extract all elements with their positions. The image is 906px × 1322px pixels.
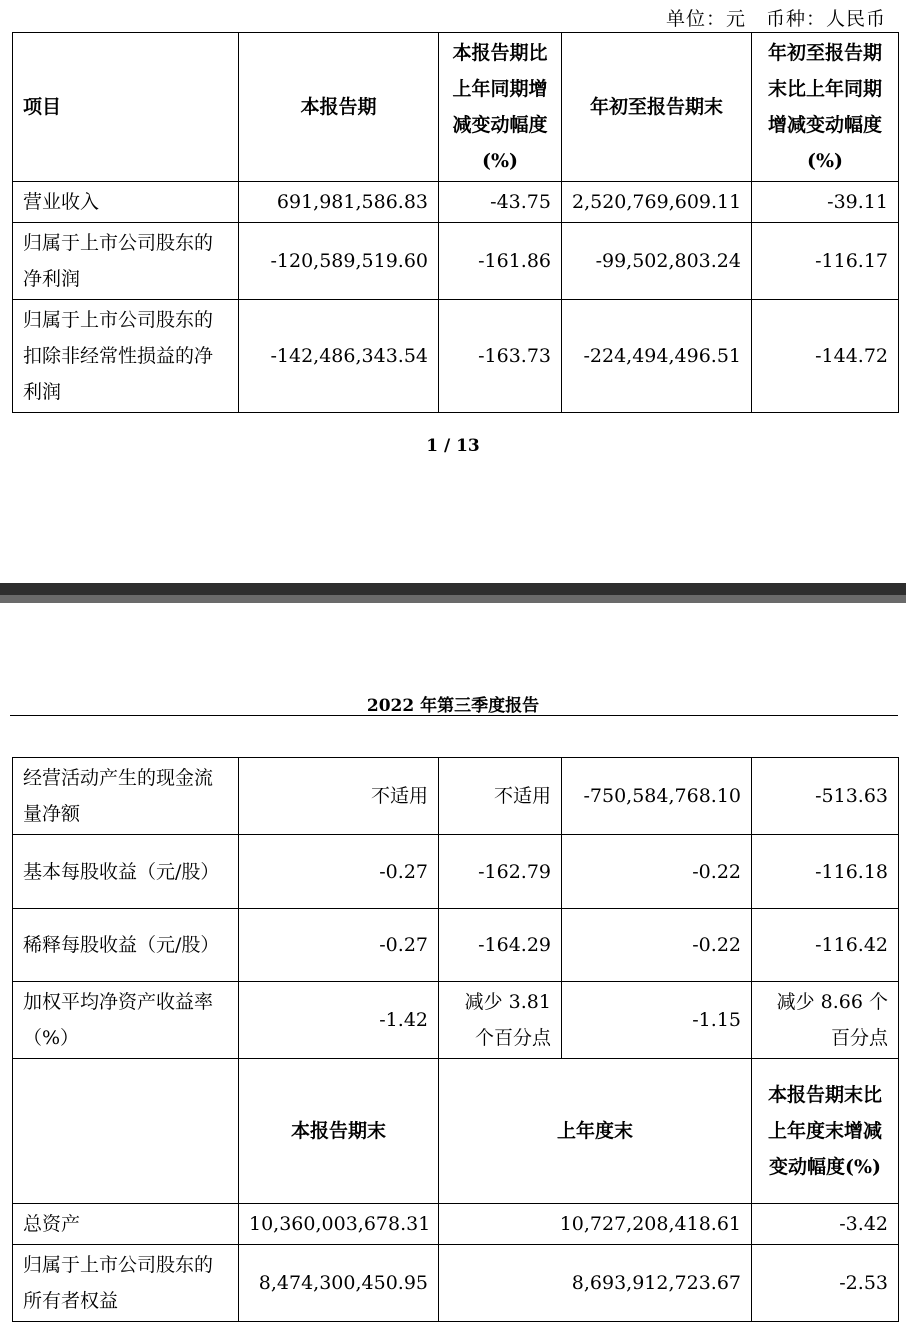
cell-value: 不适用 bbox=[439, 758, 562, 835]
cell-value: -750,584,768.10 bbox=[562, 758, 752, 835]
cell-value: -116.42 bbox=[752, 909, 899, 982]
table-row bbox=[13, 300, 899, 413]
page-number: 1 / 13 bbox=[426, 436, 480, 456]
table-row bbox=[13, 1204, 899, 1245]
cell-value: -0.27 bbox=[239, 835, 439, 909]
row-label: 归属于上市公司股东的所有者权益 bbox=[13, 1245, 239, 1322]
financial-summary-table-continued bbox=[12, 757, 899, 1322]
cell-value: -142,486,343.54 bbox=[239, 300, 439, 413]
page-1 bbox=[0, 0, 906, 583]
table-row bbox=[13, 835, 899, 909]
header-current-period: 本报告期 bbox=[239, 33, 439, 182]
table-row bbox=[13, 982, 899, 1059]
cell-value: 691,981,586.83 bbox=[239, 182, 439, 223]
cell-value: -116.17 bbox=[752, 223, 899, 300]
cell-value: 8,693,912,723.67 bbox=[439, 1245, 752, 1322]
unit-currency-label: 单位：元 币种：人民币 bbox=[665, 8, 886, 30]
table-row bbox=[13, 758, 899, 835]
cell-value: -116.18 bbox=[752, 835, 899, 909]
cell-value: -0.22 bbox=[562, 909, 752, 982]
cell-value: 不适用 bbox=[239, 758, 439, 835]
cell-value: -120,589,519.60 bbox=[239, 223, 439, 300]
cell-value: -1.42 bbox=[239, 982, 439, 1059]
cell-value: -43.75 bbox=[439, 182, 562, 223]
cell-value: 10,360,003,678.31 bbox=[239, 1204, 439, 1245]
subheader-empty bbox=[13, 1059, 239, 1204]
subheader-change: 本报告期末比上年度末增减变动幅度(%) bbox=[752, 1059, 899, 1204]
table-row bbox=[13, 909, 899, 982]
cell-value: -144.72 bbox=[752, 300, 899, 413]
header-ytd: 年初至报告期末 bbox=[562, 33, 752, 182]
header-item: 项目 bbox=[13, 33, 239, 182]
title-rule bbox=[10, 715, 898, 716]
cell-value: -2.53 bbox=[752, 1245, 899, 1322]
report-title: 2022 年第三季度报告 bbox=[366, 696, 540, 716]
table-header-row bbox=[13, 33, 899, 182]
page-divider bbox=[0, 583, 906, 603]
table-subheader-row bbox=[13, 1059, 899, 1204]
row-label: 归属于上市公司股东的净利润 bbox=[13, 223, 239, 300]
cell-value: -99,502,803.24 bbox=[562, 223, 752, 300]
cell-value: -3.42 bbox=[752, 1204, 899, 1245]
cell-value: 8,474,300,450.95 bbox=[239, 1245, 439, 1322]
cell-value: -0.27 bbox=[239, 909, 439, 982]
subheader-prior-year-end: 上年度末 bbox=[439, 1059, 752, 1204]
row-label: 加权平均净资产收益率（%） bbox=[13, 982, 239, 1059]
financial-summary-table bbox=[12, 32, 899, 413]
row-label: 稀释每股收益（元/股） bbox=[13, 909, 239, 982]
header-current-period-change: 本报告期比上年同期增减变动幅度(%) bbox=[439, 33, 562, 182]
cell-value: 10,727,208,418.61 bbox=[439, 1204, 752, 1245]
table-row bbox=[13, 182, 899, 223]
table-row bbox=[13, 223, 899, 300]
cell-value: 减少 8.66 个百分点 bbox=[752, 982, 899, 1059]
row-label: 归属于上市公司股东的扣除非经常性损益的净利润 bbox=[13, 300, 239, 413]
cell-value: -513.63 bbox=[752, 758, 899, 835]
cell-value: -0.22 bbox=[562, 835, 752, 909]
cell-value: -161.86 bbox=[439, 223, 562, 300]
page-2 bbox=[0, 603, 906, 1312]
cell-value: 减少 3.81 个百分点 bbox=[439, 982, 562, 1059]
header-ytd-change: 年初至报告期末比上年同期增减变动幅度(%) bbox=[752, 33, 899, 182]
table-row bbox=[13, 1245, 899, 1322]
row-label: 基本每股收益（元/股） bbox=[13, 835, 239, 909]
row-label: 营业收入 bbox=[13, 182, 239, 223]
cell-value: -39.11 bbox=[752, 182, 899, 223]
cell-value: -162.79 bbox=[439, 835, 562, 909]
row-label: 经营活动产生的现金流量净额 bbox=[13, 758, 239, 835]
cell-value: 2,520,769,609.11 bbox=[562, 182, 752, 223]
cell-value: -164.29 bbox=[439, 909, 562, 982]
row-label: 总资产 bbox=[13, 1204, 239, 1245]
cell-value: -163.73 bbox=[439, 300, 562, 413]
cell-value: -224,494,496.51 bbox=[562, 300, 752, 413]
subheader-period-end: 本报告期末 bbox=[239, 1059, 439, 1204]
cell-value: -1.15 bbox=[562, 982, 752, 1059]
